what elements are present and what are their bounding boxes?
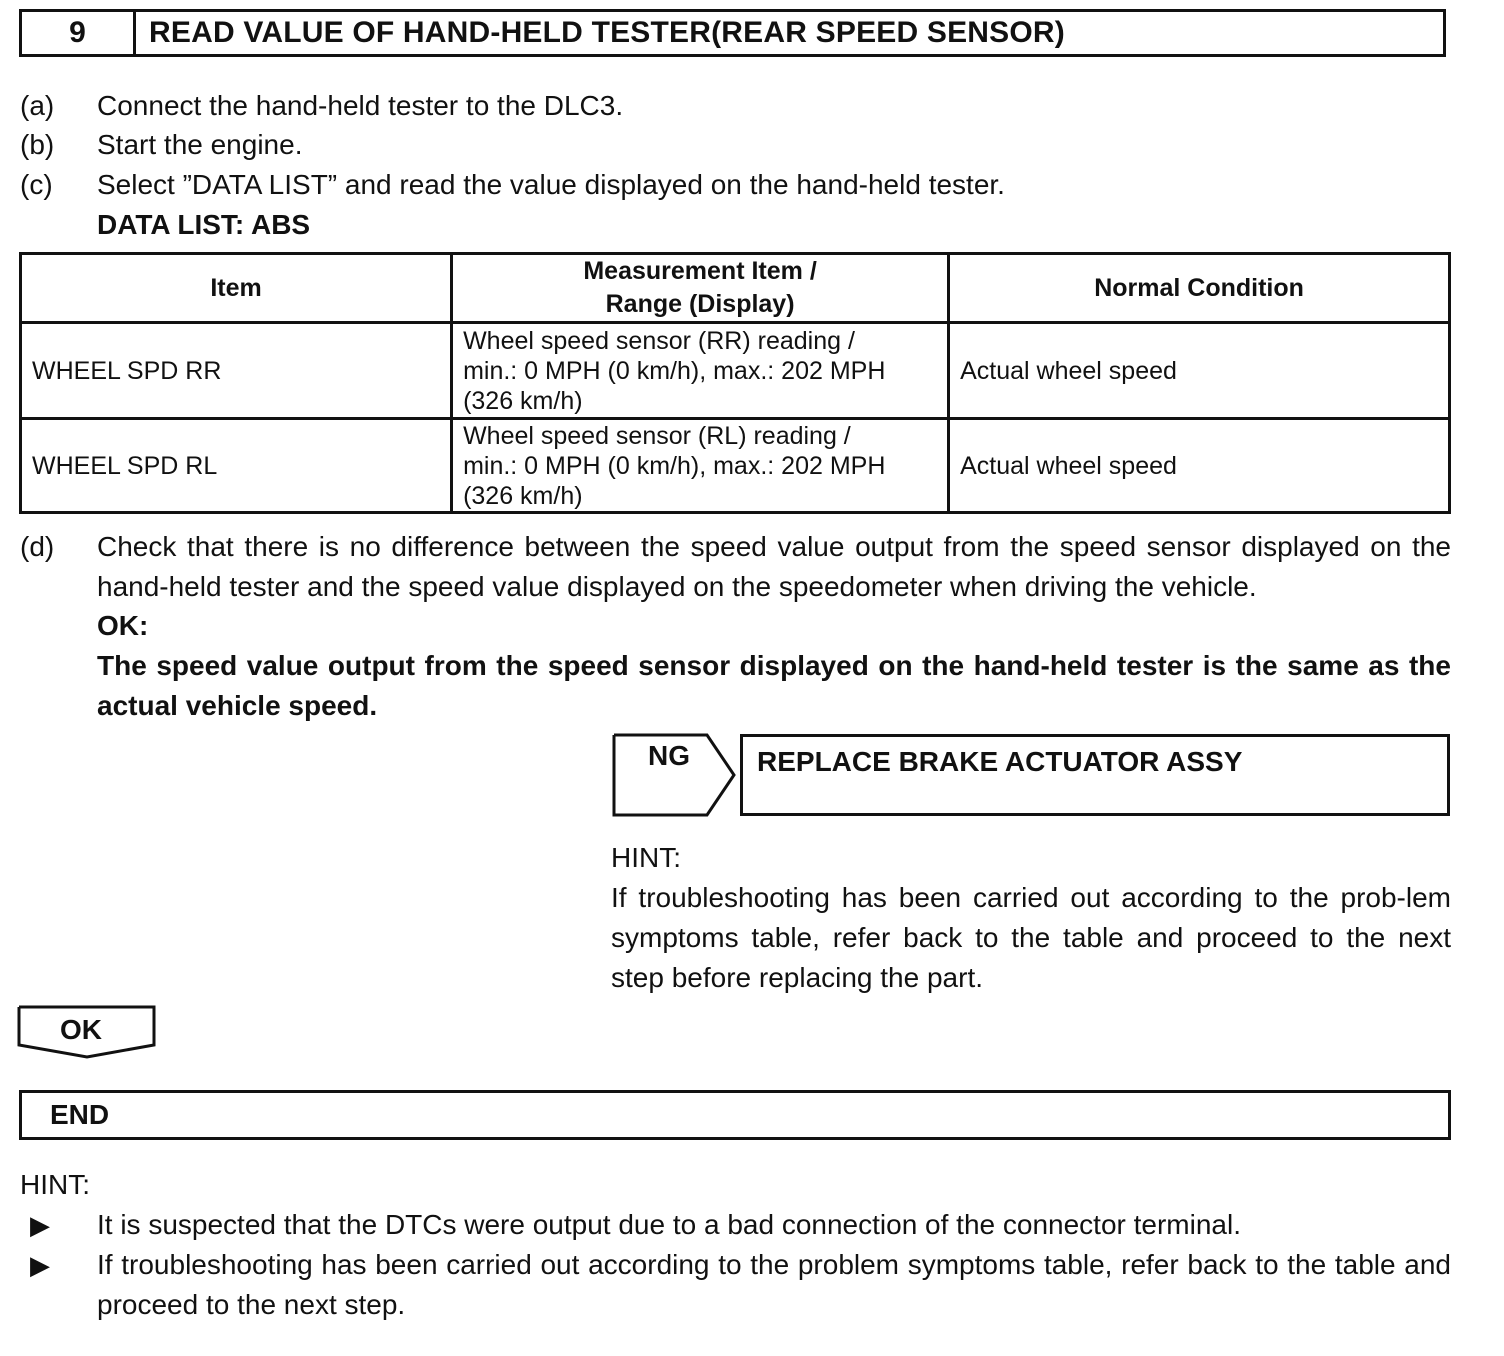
instruction-text-a: Connect the hand-held tester to the DLC3. <box>97 90 624 121</box>
cell-normal: Actual wheel speed <box>949 323 1450 419</box>
header-measurement-line1: Measurement Item / <box>583 257 817 285</box>
ng-hint-title: HINT: <box>611 842 681 873</box>
cell-measurement <box>452 419 949 513</box>
cell-measurement-line: min.: 0 MPH (0 km/h), max.: 202 MPH <box>463 451 886 480</box>
step-number: 9 <box>22 12 136 54</box>
ng-result-box <box>740 734 1450 816</box>
instruction-text-c: Select ”DATA LIST” and read the value displayed on the hand-held tester. <box>97 169 1005 200</box>
data-list-title: DATA LIST: ABS <box>97 209 311 240</box>
triangle-right-icon: ▶ <box>30 1250 50 1280</box>
step-title: READ VALUE OF HAND-HELD TESTER(REAR SPEED SENSOR) <box>149 16 1065 49</box>
triangle-right-icon: ▶ <box>30 1210 50 1240</box>
ng-result-text: REPLACE BRAKE ACTUATOR ASSY <box>757 746 1243 777</box>
table-row <box>21 419 1450 513</box>
final-hint-title: HINT: <box>20 1169 90 1200</box>
final-hint-item: If troubleshooting has been carried out according to the problem symptoms table, refer back to the table and proceed to the next step. <box>97 1249 1451 1320</box>
cell-measurement-line: (326 km/h) <box>463 481 583 510</box>
instruction-label-b: (b) <box>20 129 55 160</box>
ng-hint <box>611 838 1451 998</box>
ng-hint-text: If troubleshooting has been carried out according to the prob-lem symptoms table, refer back to the table and proceed to the next step before replacing the part. <box>611 882 1451 993</box>
instruction-text-d: Check that there is no difference between the speed value output from the speed sensor displayed on the hand-held tester and the speed value displayed on the speedometer when driving the vehicle. <box>97 531 1451 602</box>
header-measurement-line2: Range (Display) <box>605 290 795 318</box>
ng-label: NG <box>648 740 690 771</box>
end-box <box>19 1090 1451 1140</box>
ok-label: OK <box>60 1014 102 1045</box>
table-row <box>21 323 1450 419</box>
header-measurement <box>452 254 949 323</box>
cell-measurement <box>452 323 949 419</box>
cell-measurement-line: min.: 0 MPH (0 km/h), max.: 202 MPH <box>463 356 886 385</box>
cell-measurement-line: (326 km/h) <box>463 386 583 415</box>
step-header <box>19 9 1446 57</box>
cell-normal: Actual wheel speed <box>949 419 1450 513</box>
instruction-label-a: (a) <box>20 90 55 121</box>
instruction-text-b: Start the engine. <box>97 129 303 160</box>
ok-criteria-text: The speed value output from the speed sensor displayed on the hand-held tester is the same as the actual vehicle speed. <box>97 650 1451 721</box>
cell-measurement-line: Wheel speed sensor (RR) reading / <box>463 326 855 355</box>
end-label: END <box>50 1099 110 1130</box>
cell-item: WHEEL SPD RL <box>21 419 452 513</box>
cell-measurement-line: Wheel speed sensor (RL) reading / <box>463 421 851 450</box>
instruction-label-d: (d) <box>20 531 55 562</box>
final-hint-item: It is suspected that the DTCs were output due to a bad connection of the connector terminal. <box>97 1209 1241 1240</box>
ok-criteria-label: OK: <box>97 610 149 641</box>
header-item: Item <box>21 254 452 323</box>
header-normal-condition: Normal Condition <box>949 254 1450 323</box>
data-list-table <box>19 252 1451 514</box>
instruction-label-c: (c) <box>20 169 53 200</box>
table-header-row <box>21 254 1450 323</box>
cell-item: WHEEL SPD RR <box>21 323 452 419</box>
